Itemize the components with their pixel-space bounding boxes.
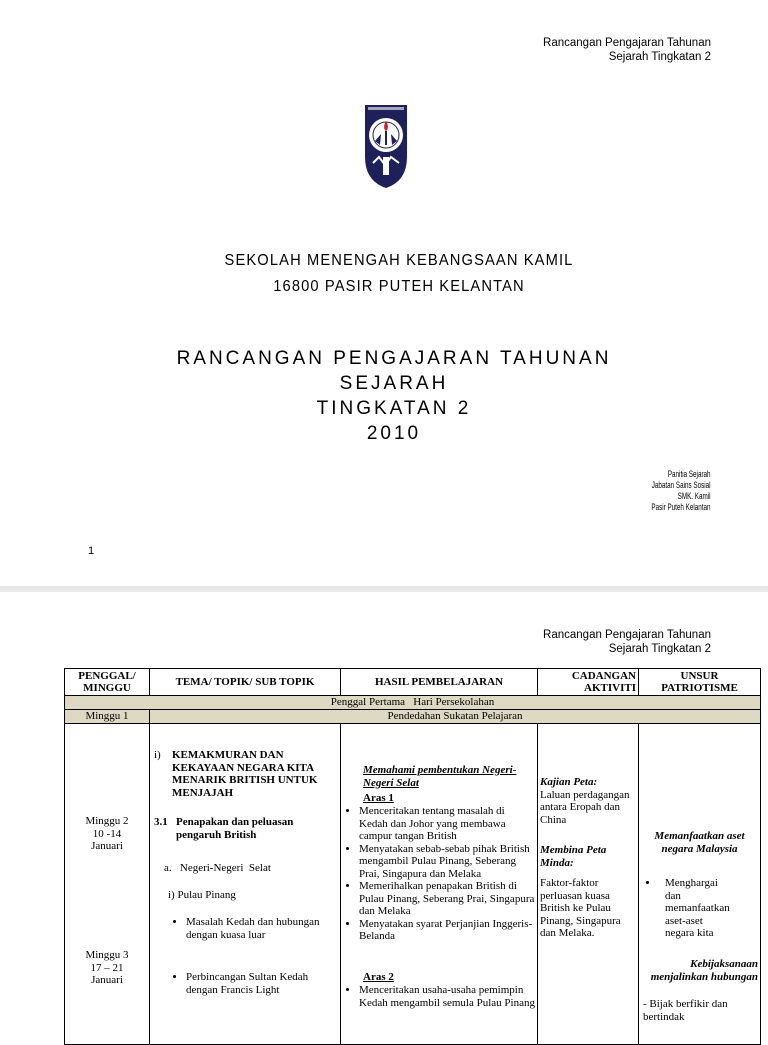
list-item: • Memerihalkan penapakan British di Pulau Pinang, Seberang Prai, Singapura dan Melaka — [359, 880, 535, 918]
aras2-list — [345, 984, 535, 1009]
table-row — [65, 724, 761, 1045]
patriotisme-bullets — [645, 877, 730, 940]
subtopic-number: 3.1 — [154, 816, 168, 828]
week-cell — [65, 724, 150, 1045]
aktiviti-cell — [538, 724, 639, 1045]
membina-text: Faktor-faktor perluasan kuasa British ke Pulau Pinang, Singapura dan Melaka. — [540, 877, 621, 939]
title-line-2: SEJARAH — [339, 373, 449, 394]
patriotisme-cell — [639, 724, 761, 1045]
lesson-plan-table — [64, 668, 761, 1045]
topic-bullets-2 — [172, 971, 336, 996]
header-line-1: Rancangan Pengajaran Tahunan — [543, 629, 711, 641]
list-item: • Menyatakan sebab-sebab pihak British mengambil Pulau Pinang, Seberang Prai, Singapura dan Melaka — [359, 843, 535, 881]
running-header — [543, 36, 711, 64]
list-item: • Menghargai dan memanfaatkan aset-aset negara kita — [659, 877, 730, 940]
title-line-1: RANCANGAN PENGAJARAN TAHUNAN — [176, 348, 612, 369]
school-crest-logo — [361, 101, 411, 189]
panitia-line-1: Panitia Sejarah — [668, 469, 711, 479]
hasil-cell — [341, 724, 538, 1045]
minggu1-text: Pendedahan Sukatan Pelajaran — [150, 710, 761, 724]
aras2-label: Aras 2 — [363, 971, 394, 983]
theme-number: i) — [154, 749, 161, 761]
minggu3-label: Minggu 3 — [85, 949, 129, 961]
header-line-2: Sejarah Tingkatan 2 — [608, 51, 711, 63]
list-item: • Perbincangan Sultan Kedah dengan Francis Light — [186, 971, 336, 996]
item-a: a. Negeri-Negeri Selat — [164, 862, 271, 874]
header-line-2: Sejarah Tingkatan 2 — [608, 643, 711, 655]
topic-cell — [150, 724, 341, 1045]
minggu3-block — [65, 949, 149, 987]
penggal-row — [65, 696, 761, 710]
table-header-row — [65, 669, 761, 696]
col-header-aktiviti: CADANGAN AKTIVITI — [538, 669, 639, 696]
panitia-block — [652, 469, 711, 513]
minggu2-label: Minggu 2 — [85, 815, 129, 827]
kajian-text: Laluan perdagangan antara Eropah dan China — [540, 788, 630, 826]
minggu2-month: Januari — [91, 840, 123, 852]
list-item: • Menceritakan tentang masalah di Kedah dan Johor yang membawa campur tangan British — [359, 805, 535, 843]
col-header-penggal: PENGGAL/ MINGGU — [65, 669, 150, 696]
patriotisme-dash: - Bijak berfikir dan bertindak — [643, 998, 728, 1023]
hasil-heading: Memahami pembentukan Negeri-Negeri Selat — [363, 764, 517, 789]
kajian-peta-block — [540, 776, 636, 826]
school-address: 16800 PASIR PUTEH KELANTAN — [273, 278, 525, 295]
theme-block — [154, 749, 338, 799]
col-header-patriotisme: UNSUR PATRIOTISME — [639, 669, 761, 696]
panitia-line-3: SMK. Kamil — [678, 491, 711, 501]
item-i: i) Pulau Pinang — [168, 889, 236, 901]
title-line-3: TINGKATAN 2 — [316, 398, 472, 419]
title-line-4: 2010 — [366, 423, 422, 444]
aras1-label: Aras 1 — [363, 792, 394, 804]
minggu2-block — [65, 815, 149, 853]
minggu1-row — [65, 710, 761, 724]
minggu3-month: Januari — [91, 974, 123, 986]
theme-text: KEMAKMURAN DAN KEKAYAAN NEGARA KITA MENARIK BRITISH UNTUK MENJAJAH — [172, 749, 318, 799]
panitia-line-2: Jabatan Sains Sosial — [652, 480, 711, 490]
membina-peta-block — [540, 844, 636, 940]
col-header-tema: TEMA/ TOPIK/ SUB TOPIK — [150, 669, 341, 696]
header-line-1: Rancangan Pengajaran Tahunan — [543, 37, 711, 49]
col-header-hasil: HASIL PEMBELAJARAN — [341, 669, 538, 696]
minggu2-dates: 10 -14 — [92, 827, 122, 840]
membina-heading: Membina Peta Minda: — [540, 844, 607, 869]
penggal-text: Penggal Pertama Hari Persekolahan — [65, 696, 761, 710]
panitia-line-4: Pasir Puteh Kelantan — [651, 502, 711, 512]
page-2 — [0, 592, 768, 1024]
minggu1-label: Minggu 1 — [65, 710, 150, 724]
list-item: • Masalah Kedah dan hubungan dengan kuasa luar — [186, 916, 336, 941]
kajian-heading: Kajian Peta: — [540, 776, 598, 788]
aras1-list — [345, 805, 535, 943]
list-item: • Menyatakan syarat Perjanjian Inggeris-Belanda — [359, 918, 535, 943]
subtopic-block — [154, 816, 338, 841]
patriotisme-heading-2: Kebijaksanaan menjalinkan hubungan — [650, 958, 758, 983]
page-number: 1 — [88, 545, 95, 557]
topic-bullets — [172, 916, 336, 941]
running-header-2 — [543, 628, 711, 656]
subtopic-text: Penapakan dan peluasan pengaruh British — [176, 816, 294, 841]
list-item: • Menceritakan usaha-usaha pemimpin Kedah mengambil semula Pulau Pinang — [359, 984, 535, 1009]
school-name: SEKOLAH MENENGAH KEBANGSAAN KAMIL — [224, 252, 574, 269]
patriotisme-heading-1: Memanfaatkan aset negara Malaysia — [654, 830, 745, 855]
minggu3-dates: 17 – 21 — [90, 961, 124, 974]
